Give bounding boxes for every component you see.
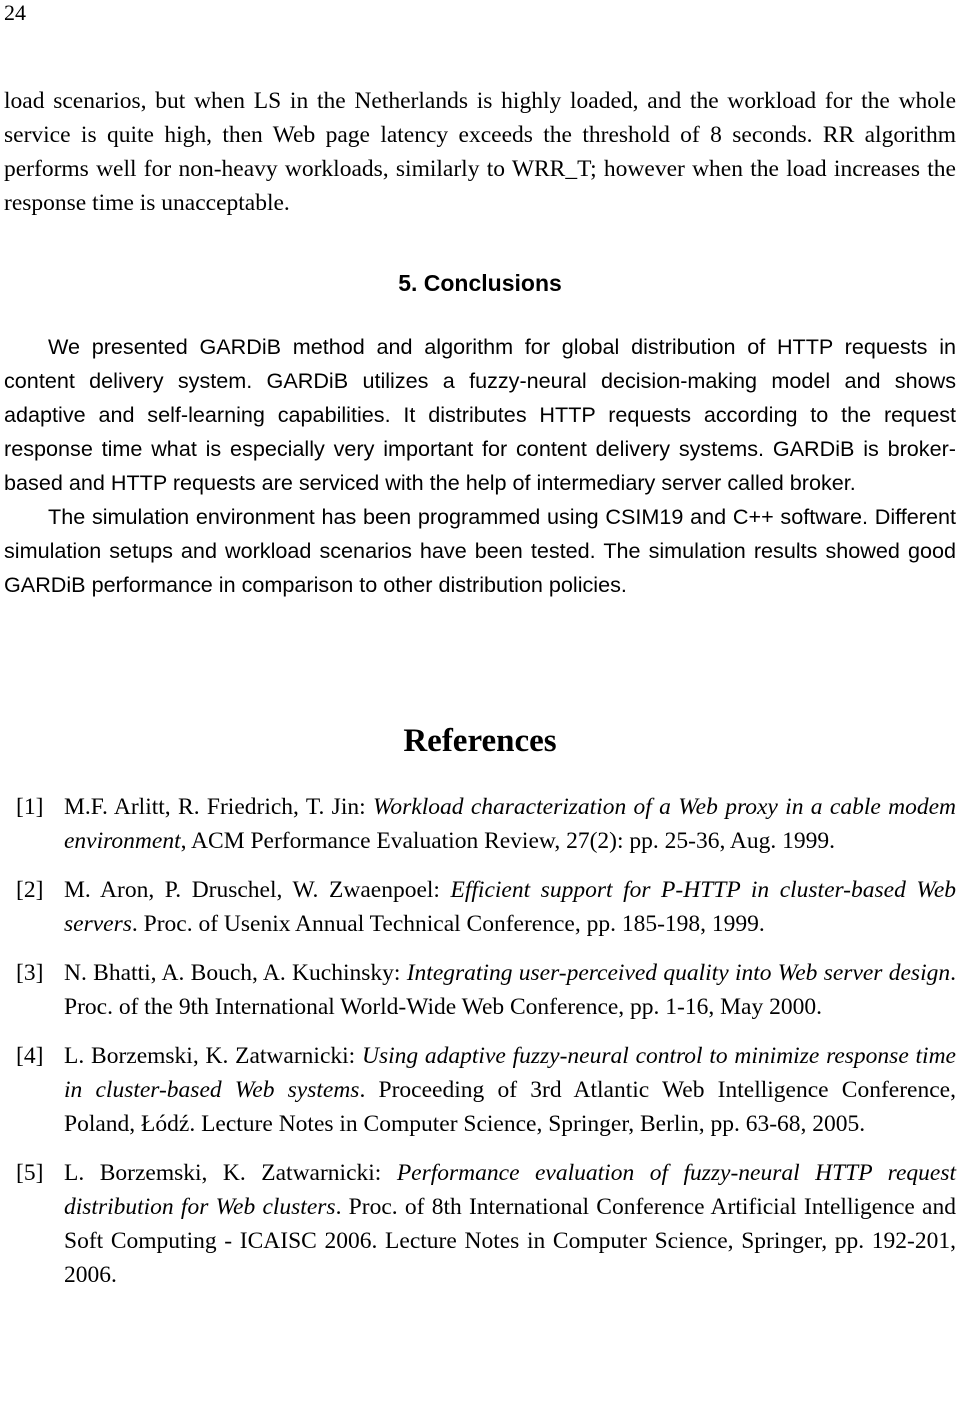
- reference-title: Using adaptive fuzzy-neural control to minimize response time in cluster-based Web systems: [64, 1043, 956, 1103]
- reference-details: . Proc. of 8th International Conference Artificial Intelligence and Soft Computing - ICAISC 2006. Lecture Notes in Computer Science, Springer, pp. 192-201, 2006.: [64, 1194, 956, 1288]
- reference-details: . Proc. of the 9th International World-Wide Web Conference, pp. 1-16, May 2000.: [64, 960, 956, 1020]
- reference-authors: M. Aron, P. Druschel, W. Zwaenpoel:: [64, 877, 451, 903]
- conclusions-section: [4, 330, 956, 602]
- reference-authors: L. Borzemski, K. Zatwarnicki:: [64, 1160, 397, 1186]
- reference-number: [3]: [16, 960, 44, 986]
- reference-title: Performance evaluation of fuzzy-neural HTTP request distribution for Web clusters: [64, 1160, 956, 1220]
- reference-number: [5]: [16, 1160, 44, 1186]
- reference-item-1: [16, 790, 956, 858]
- reference-number: [2]: [16, 877, 44, 903]
- reference-title: Efficient support for P-HTTP in cluster-based Web servers: [64, 877, 957, 937]
- reference-title: Integrating user-perceived quality into Web server design: [406, 960, 951, 986]
- reference-authors: N. Bhatti, A. Bouch, A. Kuchinsky:: [64, 960, 407, 986]
- reference-item-3: [16, 956, 956, 1024]
- reference-item-2: [16, 873, 956, 941]
- intro-paragraph: load scenarios, but when LS in the Netherlands is highly loaded, and the workload for the whole service is quite high, then Web page latency exceeds the threshold of 8 seconds. RR algorithm performs well for non-heavy workloads, similarly to WRR_T; however when the load increases the response time is unacceptable.: [4, 88, 956, 216]
- reference-details: . Proc. of Usenix Annual Technical Conference, pp. 185-198, 1999.: [131, 911, 765, 937]
- reference-title: Workload characterization of a Web proxy in a cable modem environment: [64, 794, 957, 854]
- reference-number: [4]: [16, 1043, 44, 1069]
- reference-list: [16, 790, 956, 1307]
- reference-item-5: [16, 1156, 956, 1292]
- reference-authors: M.F. Arlitt, R. Friedrich, T. Jin:: [64, 794, 373, 820]
- intro-section: [4, 84, 956, 220]
- conclusions-heading: 5. Conclusions: [398, 270, 562, 296]
- conclusions-paragraph-1: We presented GARDiB method and algorithm for global distribution of HTTP requests in content delivery system. GARDiB utilizes a fuzzy-neural decision-making model and shows adaptive and self-learning capabilities. It distributes HTTP requests according to the request response time what is especially very important for content delivery systems. GARDiB is broker-based and HTTP requests are serviced with the help of intermediary server called broker.: [4, 334, 956, 495]
- reference-item-4: [16, 1039, 956, 1141]
- conclusions-paragraph-2: The simulation environment has been programmed using CSIM19 and C++ software. Different simulation setups and workload scenarios have been tested. The simulation results showed good GARDiB performance in comparison to other distribution policies.: [4, 504, 956, 597]
- references-heading: References: [403, 723, 557, 759]
- reference-details: . Proceeding of 3rd Atlantic Web Intelligence Conference, Poland, Łódź. Lecture Notes in Computer Science, Springer, Berlin, pp. 63-68, 2005.: [64, 1077, 956, 1137]
- reference-number: [1]: [16, 794, 44, 820]
- reference-details: , ACM Performance Evaluation Review, 27(2): pp. 25-36, Aug. 1999.: [180, 828, 836, 854]
- reference-authors: L. Borzemski, K. Zatwarnicki:: [64, 1043, 362, 1069]
- page-number: 24: [4, 0, 26, 25]
